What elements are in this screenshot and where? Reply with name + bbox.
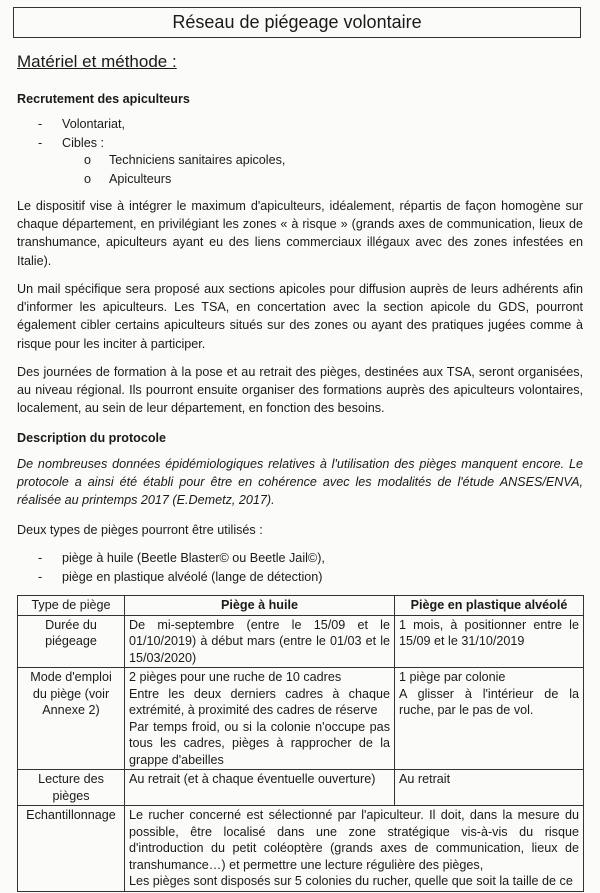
table-cell: Au retrait bbox=[395, 770, 584, 806]
recruitment-heading: Recrutement des apiculteurs bbox=[17, 92, 190, 106]
list-item: - Volontariat, bbox=[38, 115, 125, 134]
table-header-cell: Type de piège bbox=[18, 596, 125, 616]
table-cell: Au retrait (et à chaque éventuelle ouverture) bbox=[125, 770, 395, 806]
table-cell: 1 mois, à positionner entre le 15/09 et le 31/10/2019 bbox=[395, 615, 584, 668]
cell-line: Les pièges sont disposés sur 5 colonies du rucher, quelle que soit la taille de ce bbox=[129, 874, 573, 888]
list-item: - Cibles : bbox=[38, 134, 125, 153]
cell-line: 2 pièges pour une ruche de 10 cadres bbox=[129, 670, 342, 684]
trap-types-intro: Deux types de pièges pourront être utilisés : bbox=[17, 523, 263, 537]
recruitment-list bbox=[38, 115, 125, 153]
page-title: Réseau de piégeage volontaire bbox=[13, 7, 581, 38]
trap-types-list bbox=[38, 549, 325, 587]
table-cell bbox=[125, 806, 584, 892]
table-header-row bbox=[18, 596, 584, 616]
cell-line: A glisser à l'intérieur de la ruche, par le pas de vol. bbox=[399, 686, 579, 717]
row-label: Echantillonnage bbox=[18, 806, 125, 892]
list-item: o Apiculteurs bbox=[84, 170, 285, 189]
row-label: Durée du piégeage bbox=[18, 615, 125, 668]
protocol-heading: Description du protocole bbox=[17, 431, 167, 445]
cell-line: 1 piège par colonie bbox=[399, 670, 506, 684]
table-header-cell: Piège à huile bbox=[125, 596, 395, 616]
paragraph: Des journées de formation à la pose et au retrait des pièges, destinées aux TSA, seront organisées, au niveau régional. Ils pourront ensuite organiser des formations auprès des apiculteurs volontaires, localement, au sein de leur département, en fonction des besoins. bbox=[17, 365, 583, 416]
table-row bbox=[18, 806, 584, 892]
targets-sublist bbox=[84, 151, 285, 189]
cell-line: Le rucher concerné est sélectionné par l'apiculteur. Il doit, dans la mesure du possible, être localisé dans une zone stratégique vis-à-vis du risque d'introduction du petit coléoptère (grands axes de communication, lieux de transhumance…) et permettre une lecture régulière des pièges, bbox=[129, 808, 579, 872]
row-label: Mode d'emploi du piège (voir Annexe 2) bbox=[18, 668, 125, 770]
list-item: o Techniciens sanitaires apicoles, bbox=[84, 151, 285, 170]
table-header-cell: Piège en plastique alvéolé bbox=[395, 596, 584, 616]
list-item: - piège à huile (Beetle Blaster© ou Beetle Jail©), bbox=[38, 549, 325, 568]
table-row bbox=[18, 615, 584, 668]
table-cell bbox=[395, 668, 584, 770]
section-heading: Matériel et méthode : bbox=[17, 52, 177, 71]
protocol-intro: De nombreuses données épidémiologiques relatives à l'utilisation des pièges manquent encore. Le protocole a ainsi été établi pour être en cohérence avec les modalités de l'étude ANSES/ENVA, réalisée au printemps 2017 (E.Demetz, 2017). bbox=[17, 457, 583, 508]
list-item: - piège en plastique alvéolé (lange de détection) bbox=[38, 568, 325, 587]
cell-line: Par temps froid, ou si la colonie n'occupe pas tous les cadres, pièges à rapprocher de la grappe d'abeilles bbox=[129, 719, 390, 767]
paragraph: Le dispositif vise à intégrer le maximum d'apiculteurs, idéalement, répartis de façon homogène sur chaque département, en privilégiant les zones « à risque » (grands axes de communication, lieux de transhumance, apiculteurs ayant eu des liens commerciaux illégaux avec des zones infestées en Italie). bbox=[17, 199, 583, 268]
table-cell: De mi-septembre (entre le 15/09 et le 01/10/2019) à début mars (entre le 01/03 et le 15/03/2020) bbox=[125, 615, 395, 668]
table-row bbox=[18, 770, 584, 806]
cell-line: Entre les deux derniers cadres à chaque extrémité, à proximité des cadres de réserve bbox=[129, 686, 390, 717]
row-label: Lecture des pièges bbox=[18, 770, 125, 806]
paragraph: Un mail spécifique sera proposé aux sections apicoles pour diffusion auprès de leurs adhérents afin d'informer les apiculteurs. Les TSA, en concertation avec la section apicole du GDS, pourront également cibler certains apiculteurs situés sur des zones ou ayant des pratiques jugées comme à risque pour les inciter à participer. bbox=[17, 282, 583, 351]
table-row bbox=[18, 668, 584, 770]
table-cell bbox=[125, 668, 395, 770]
protocol-table bbox=[17, 595, 584, 892]
